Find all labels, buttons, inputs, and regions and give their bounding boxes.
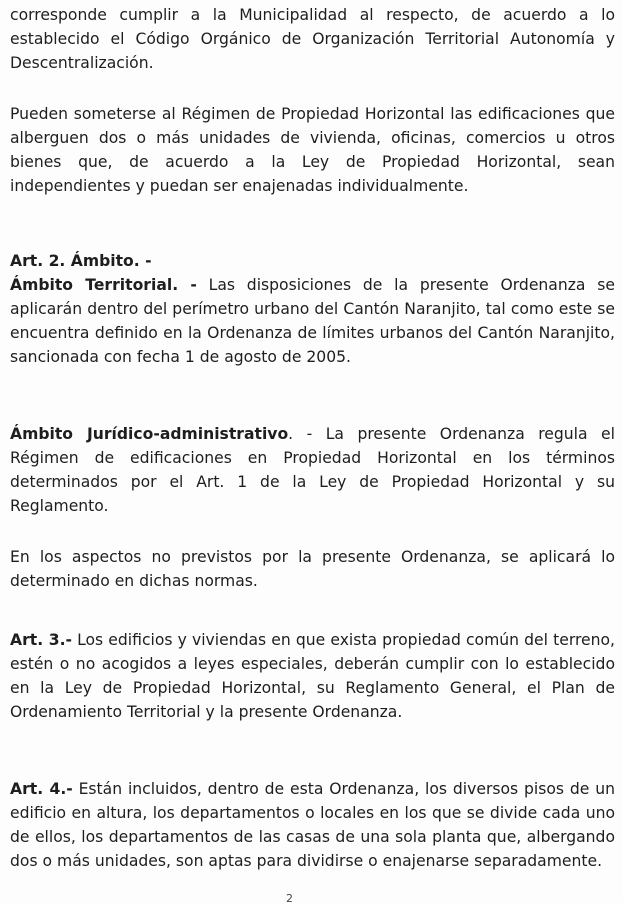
art4-text: Están incluidos, dentro de esta Ordenanza, los diversos pisos de un edificio en altura, los departamentos o locales en los que se divide cada uno de ellos, los departamentos de las casas de una sola planta que, albergando dos o más unidades, son aptas para dividirse o enajenarse separadamente. (10, 780, 616, 870)
ambito-juridico-text: . - La presente Ordenanza regula el Régimen de edificaciones en Propiedad Horizontal en los términos determinados por el Art. 1 de la Ley de Propiedad Horizontal y su Reglamento. (10, 425, 615, 515)
art4-label: Art. 4.- (10, 780, 73, 798)
art3-text: Los edificios y viviendas en que exista propiedad común del terreno, estén o no acogidos a leyes especiales, deberán cumplir con lo establecido en la Ley de Propiedad Horizontal, su Reglamento General, el Plan de Ordenamiento Territorial y la presente Ordenanza. (10, 631, 615, 721)
art2-heading: Art. 2. Ámbito. - (10, 252, 152, 270)
ambito-territorial-label: Ámbito Territorial. - (10, 276, 197, 294)
page-number: 2 (286, 892, 293, 905)
ambito-juridico-label: Ámbito Jurídico-administrativo (10, 425, 289, 443)
art3-label: Art. 3.- (10, 631, 72, 649)
paragraph-aspectos-text: En los aspectos no previstos por la presente Ordenanza, se aplicará lo determinado en dichas normas. (10, 548, 615, 590)
art3-section (10, 628, 615, 724)
paragraph-regimen (10, 102, 615, 198)
paragraph-ambito-juridico (10, 422, 615, 518)
ambito-territorial-text: Las disposiciones de la presente Ordenanza se aplicarán dentro del perímetro urbano del Cantón Naranjito, tal como este se encuentra definido en la Ordenanza de límites urbanos del Cantón Naranjito, sancionada con fecha 1 de agosto de 2005. (10, 276, 615, 366)
paragraph-regimen-text: Pueden someterse al Régimen de Propiedad Horizontal las edificaciones que alberguen dos o más unidades de vivienda, oficinas, comercios u otros bienes que, de acuerdo a la Ley de Propiedad Horizontal, sean independientes y puedan ser enajenadas individualmente. (10, 105, 615, 195)
paragraph-aspectos (10, 545, 615, 593)
paragraph-municipalidad (10, 3, 615, 75)
art2-section (10, 249, 615, 369)
paragraph-municipalidad-text: corresponde cumplir a la Municipalidad al respecto, de acuerdo a lo establecido el Código Orgánico de Organización Territorial Autonomía y Descentralización. (10, 6, 615, 72)
art4-section (10, 777, 615, 873)
